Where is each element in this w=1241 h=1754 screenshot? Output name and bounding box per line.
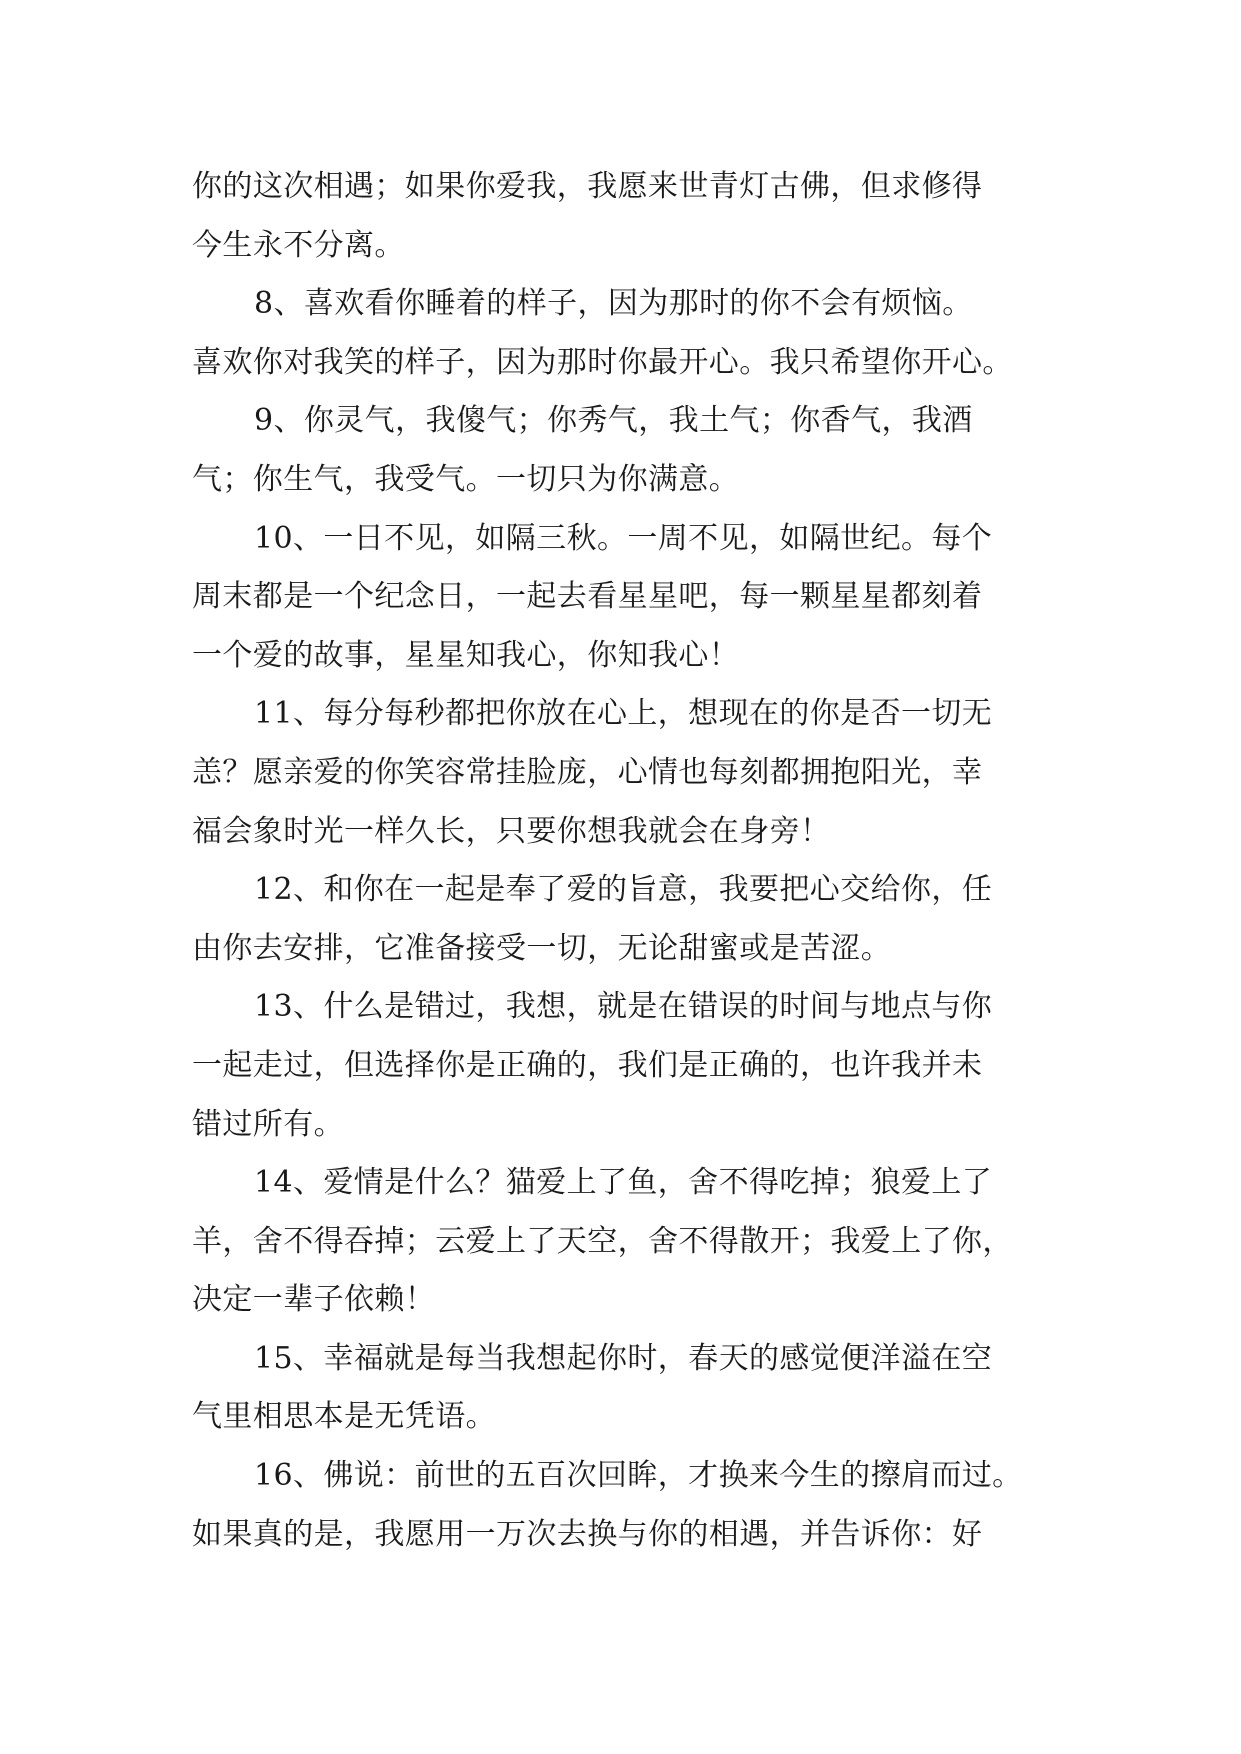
text-line: 福会象时光一样久长，只要你想我就会在身旁！ bbox=[192, 813, 831, 849]
text-line: 12、和你在一起是奉了爱的旨意，我要把心交给你，任 bbox=[254, 872, 993, 908]
paragraph-continuation bbox=[192, 158, 1072, 275]
text-line: 一个爱的故事，星星知我心，你知我心！ bbox=[192, 637, 740, 673]
paragraph-item-10 bbox=[192, 510, 1072, 686]
text-line: 周末都是一个纪念日，一起去看星星吧，每一颗星星都刻着 bbox=[192, 579, 983, 615]
paragraph-item-14 bbox=[192, 1154, 1072, 1330]
paragraph-item-13 bbox=[192, 978, 1072, 1154]
text-line: 10、一日不见，如隔三秋。一周不见，如隔世纪。每个 bbox=[254, 520, 993, 556]
paragraph-item-11 bbox=[192, 685, 1072, 861]
text-line: 气里相思本是无凭语。 bbox=[192, 1399, 496, 1435]
text-line: 羊，舍不得吞掉；云爱上了天空，舍不得散开；我爱上了你， bbox=[192, 1223, 1013, 1259]
text-line: 15、幸福就是每当我想起你时，春天的感觉便洋溢在空 bbox=[254, 1340, 993, 1376]
paragraph-item-16 bbox=[192, 1447, 1072, 1564]
text-line: 9、你灵气，我傻气；你秀气，我土气；你香气，我酒 bbox=[254, 403, 973, 439]
text-line: 11、每分每秒都把你放在心上，想现在的你是否一切无 bbox=[254, 696, 993, 732]
text-line: 14、爱情是什么？猫爱上了鱼，舍不得吃掉；狼爱上了 bbox=[254, 1165, 993, 1201]
text-line: 一起走过，但选择你是正确的，我们是正确的，也许我并未 bbox=[192, 1047, 983, 1083]
paragraph-item-12 bbox=[192, 861, 1072, 978]
text-line: 你的这次相遇；如果你爱我，我愿来世青灯古佛，但求修得 bbox=[192, 169, 983, 204]
text-line: 13、什么是错过，我想，就是在错误的时间与地点与你 bbox=[254, 989, 993, 1025]
text-line: 16、佛说：前世的五百次回眸，才换来今生的擦肩而过。 bbox=[254, 1458, 1023, 1494]
text-line: 气；你生气，我受气。一切只为你满意。 bbox=[192, 461, 740, 497]
text-line: 8、喜欢看你睡着的样子，因为那时的你不会有烦恼。 bbox=[254, 286, 973, 322]
paragraph-item-8 bbox=[192, 275, 1072, 392]
paragraph-item-15 bbox=[192, 1330, 1072, 1447]
paragraph-item-9 bbox=[192, 392, 1072, 509]
text-line: 今生永不分离。 bbox=[192, 227, 405, 263]
text-line: 如果真的是，我愿用一万次去换与你的相遇，并告诉你：好 bbox=[192, 1516, 983, 1552]
text-line: 错过所有。 bbox=[192, 1106, 344, 1142]
text-line: 决定一辈子依赖！ bbox=[192, 1282, 436, 1318]
text-line: 恙？愿亲爱的你笑容常挂脸庞，心情也每刻都拥抱阳光，幸 bbox=[192, 754, 983, 790]
text-line: 由你去安排，它准备接受一切，无论甜蜜或是苦涩。 bbox=[192, 930, 892, 966]
document-body bbox=[192, 158, 1072, 1564]
text-line: 喜欢你对我笑的样子，因为那时你最开心。我只希望你开心。 bbox=[192, 344, 1013, 380]
